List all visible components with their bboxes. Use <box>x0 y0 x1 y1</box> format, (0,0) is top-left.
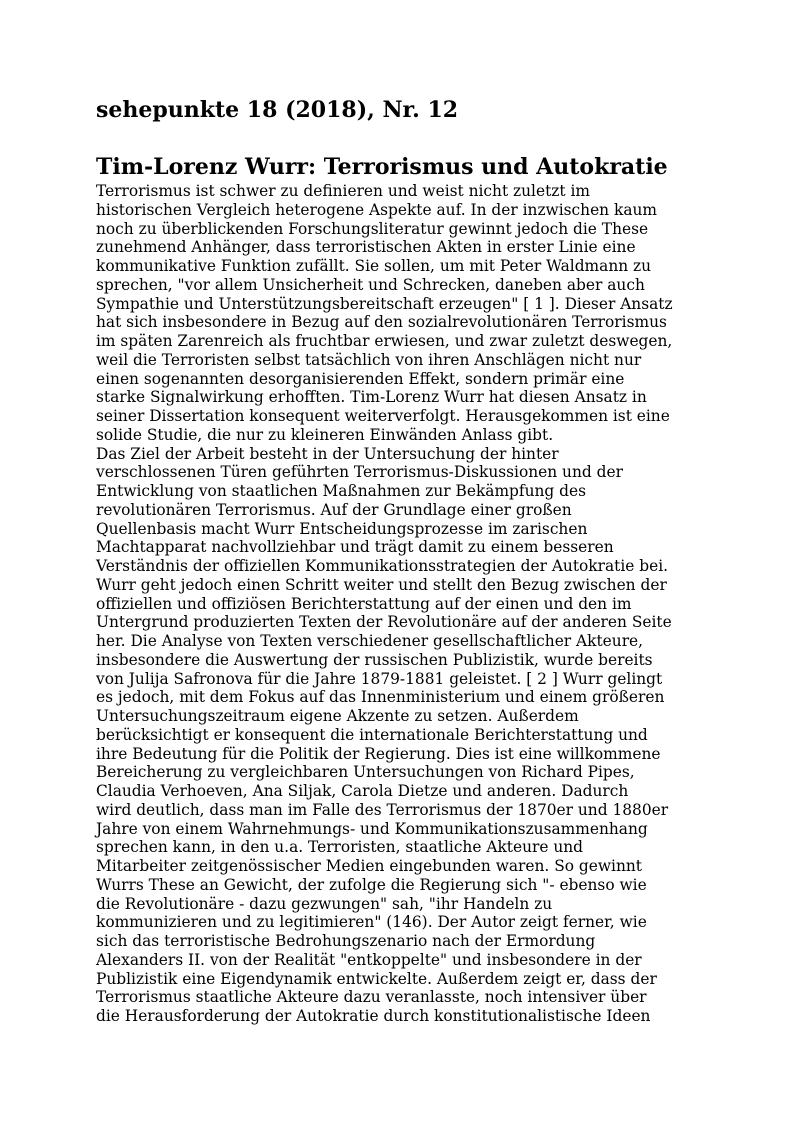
body-text-line: im späten Zarenreich als fruchtbar erwiesen, und zwar zuletzt deswegen, <box>96 332 673 350</box>
body-text-line: hat sich insbesondere in Bezug auf den sozialrevolutionären Terrorismus <box>96 313 667 332</box>
body-text-line: solide Studie, die nur zu kleineren Einwänden Anlass gibt. <box>96 425 554 444</box>
body-text-line: Wurr geht jedoch einen Schritt weiter und stellt den Bezug zwischen der <box>96 575 667 594</box>
body-text-line: einen sogenannten desorganisierenden Effekt, sondern primär eine <box>96 369 625 388</box>
body-text-line: Publizistik eine Eigendynamik entwickelte. Außerdem zeigt er, dass der <box>96 969 657 988</box>
body-text-line: Quellenbasis macht Wurr Entscheidungsprozesse im zarischen <box>96 519 588 538</box>
body-text-line: revolutionären Terrorismus. Auf der Grundlage einer großen <box>96 500 572 519</box>
body-text-line: kommunizieren und zu legitimieren" (146). Der Autor zeigt ferner, wie <box>96 913 647 932</box>
body-text-line: Verständnis der offiziellen Kommunikationsstrategien der Autokratie bei. <box>96 557 669 575</box>
body-text-line: Alexanders II. von der Realität "entkoppelte" und insbesondere in der <box>96 950 642 969</box>
body-text-line: starke Signalwirkung erhofften. Tim-Lorenz Wurr hat diesen Ansatz in <box>96 388 647 407</box>
journal-heading: sehepunkte 18 (2018), Nr. 12 <box>96 97 459 123</box>
body-text-line: die Revolutionäre - dazu gezwungen" sah, "ihr Handeln zu <box>96 894 553 913</box>
body-text-line: Claudia Verhoeven, Ana Siljak, Carola Dietze und anderen. Dadurch <box>96 782 629 800</box>
body-text-line: sich das terroristische Bedrohungszenario nach der Ermordung <box>96 932 596 950</box>
body-text-line: Wurrs These an Gewicht, der zufolge die Regierung sich "- ebenso wie <box>96 875 647 894</box>
body-text-line: seiner Dissertation konsequent weiterverfolgt. Herausgekommen ist eine <box>96 407 670 425</box>
body-text-line: ihre Bedeutung für die Politik der Regierung. Dies ist eine willkommene <box>96 744 661 763</box>
document-page <box>96 95 706 1026</box>
body-text-line: zunehmend Anhänger, dass terroristischen Akten in erster Linie eine <box>96 238 636 257</box>
body-text-line: noch zu überblickenden Forschungsliteratur gewinnt jedoch die These <box>96 219 649 238</box>
body-text-line: die Herausforderung der Autokratie durch konstitutionalistische Ideen <box>96 1007 651 1025</box>
body-text-line: Untergrund produzierten Texten der Revolutionäre auf der anderen Seite <box>96 613 672 632</box>
body-text-line: Machtapparat nachvollziehbar und trägt damit zu einem besseren <box>96 538 614 557</box>
body-text-line: weil die Terroristen selbst tatsächlich von ihren Anschlägen nicht nur <box>96 350 642 369</box>
body-text-line: Mitarbeiter zeitgenössischer Medien eingebunden waren. So gewinnt <box>96 857 642 875</box>
body-text-line: von Julija Safronova für die Jahre 1879-1881 geleistet. [ 2 ] Wurr gelingt <box>96 669 663 688</box>
body-text-line: Entwicklung von staatlichen Maßnahmen zur Bekämpfung des <box>96 482 587 500</box>
body-text-line: offiziellen und offiziösen Berichterstattung auf der einen und den im <box>96 594 632 613</box>
body-text-line: wird deutlich, dass man im Falle des Terrorismus der 1870er und 1880er <box>96 800 669 819</box>
body-text-line: Jahre von einem Wahrnehmungs- und Kommunikationszusammenhang <box>96 819 648 838</box>
body-text-line: historischen Vergleich heterogene Aspekte auf. In der inzwischen kaum <box>96 200 657 219</box>
body-text-line: Das Ziel der Arbeit besteht in der Untersuchung der hinter <box>96 444 559 463</box>
body-text-line: kommunikative Funktion zufällt. Sie sollen, um mit Peter Waldmann zu <box>96 257 652 275</box>
body-text-line: Terrorismus ist schwer zu definieren und weist nicht zuletzt im <box>96 182 590 200</box>
body-text-line: berücksichtigt er konsequent die internationale Berichterstattung und <box>96 725 648 744</box>
article-title: Tim-Lorenz Wurr: Terrorismus und Autokratie <box>96 154 668 180</box>
body-text-line: Bereicherung zu vergleichbaren Untersuchungen von Richard Pipes, <box>96 763 635 782</box>
body-text-line: her. Die Analyse von Texten verschiedener gesellschaftlicher Akteure, <box>96 632 644 650</box>
body-text-line: sprechen, "vor allem Unsicherheit und Schrecken, daneben aber auch <box>96 275 645 294</box>
body-text-line: insbesondere die Auswertung der russischen Publizistik, wurde bereits <box>96 650 653 669</box>
body-text-line: verschlossenen Türen geführten Terrorismus-Diskussionen und der <box>96 463 623 482</box>
body-text-line: Terrorismus staatliche Akteure dazu veranlasste, noch intensiver über <box>96 988 647 1007</box>
body-text-line: sprechen kann, in den u.a. Terroristen, staatliche Akteure und <box>96 838 584 857</box>
body-text-line: Sympathie und Unterstützungsbereitschaft erzeugen" [ 1 ]. Dieser Ansatz <box>96 294 673 313</box>
article-body <box>96 182 706 1026</box>
body-text-line: Untersuchungszeitraum eigene Akzente zu setzen. Außerdem <box>96 707 579 725</box>
body-text-line: es jedoch, mit dem Fokus auf das Innenministerium und einem größeren <box>96 688 665 707</box>
